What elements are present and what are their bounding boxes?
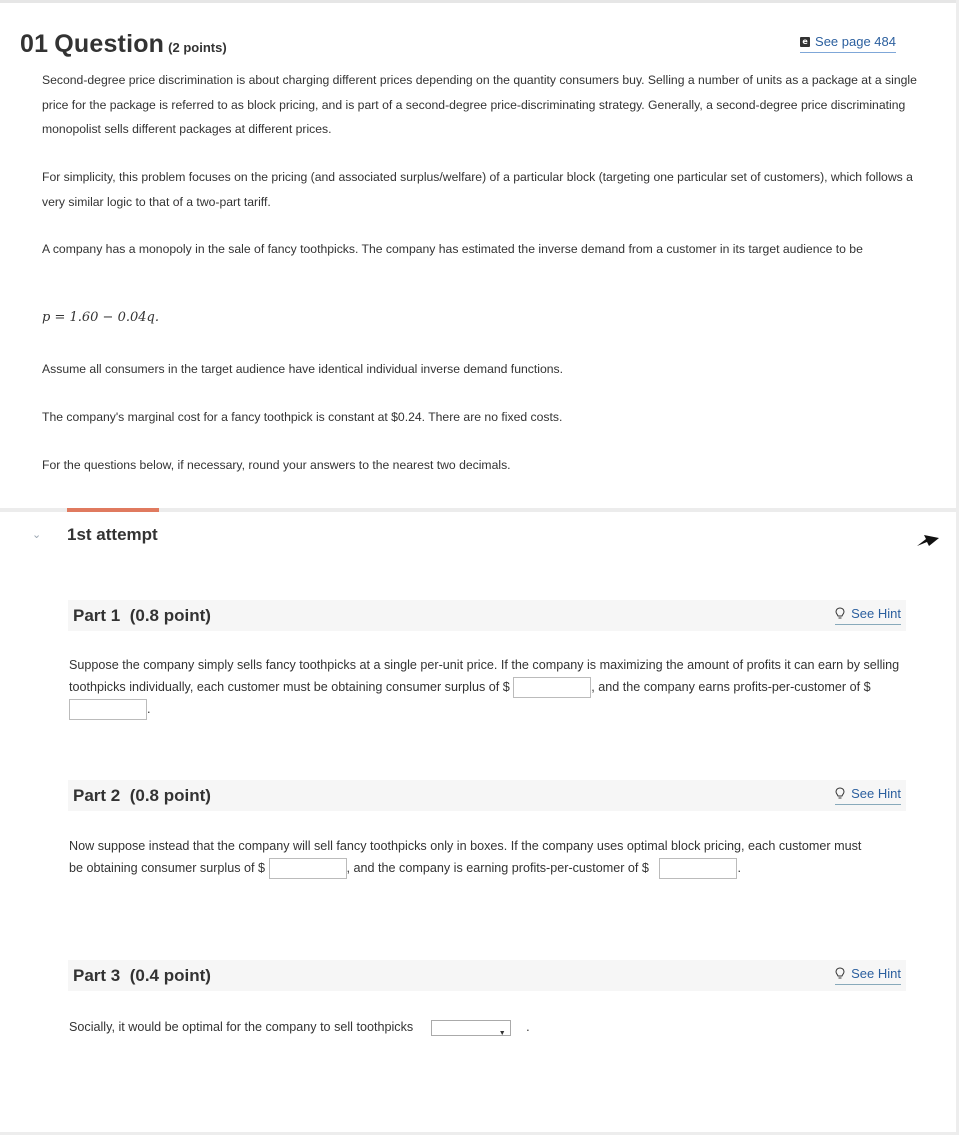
attempt-label[interactable]: 1st attempt: [67, 525, 158, 544]
part-2-consumer-surplus-input[interactable]: [269, 858, 347, 879]
part-3-header: [68, 960, 906, 991]
part-3-title: Part 3 (0.4 point): [73, 966, 211, 985]
question-number: 01: [20, 30, 49, 58]
part-2-text: Now suppose instead that the company will sell fancy toothpicks only in boxes. If the company uses optimal block pricing, each customer must be obtaining consumer surplus of $ , and the company is earning profits-per-customer of $ .: [69, 835, 869, 879]
part-3-select[interactable]: [431, 1020, 511, 1036]
dropdown-arrow-icon: ▼: [498, 1029, 506, 1037]
question-title-text: Question: [54, 30, 165, 58]
question-title: [20, 30, 227, 59]
part-3-see-hint[interactable]: [835, 966, 901, 985]
stem-paragraph-6: For the questions below, if necessary, round your answers to the nearest two decimals.: [42, 458, 511, 472]
see-page-link[interactable]: [800, 34, 896, 53]
lightbulb-icon: [835, 967, 845, 980]
question-points: (2 points): [168, 40, 227, 55]
part-1-see-hint[interactable]: [835, 606, 901, 625]
stem-paragraph-3: A company has a monopoly in the sale of fancy toothpicks. The company has estimated the inverse demand from a customer in its target audience to be: [42, 242, 863, 256]
part-1-consumer-surplus-input[interactable]: [513, 677, 591, 698]
lightbulb-icon: [835, 787, 845, 800]
part-2-profit-input[interactable]: [659, 858, 737, 879]
see-page-label: See page 484: [815, 34, 896, 49]
demand-formula: p = 1.60 − 0.04q.: [42, 310, 159, 325]
part-2-hint-label: See Hint: [851, 786, 901, 801]
part-1-hint-label: See Hint: [851, 606, 901, 621]
part-3-text: Socially, it would be optimal for the company to sell toothpicks ▼ .: [69, 1016, 907, 1038]
lightbulb-icon: [835, 607, 845, 620]
top-border: [0, 0, 959, 3]
stem-paragraph-2: For simplicity, this problem focuses on the pricing (and associated surplus/welfare) of a particular block (targeting one particular set of customers), which follows a very similar logic to that of a two-part tariff.: [42, 170, 913, 209]
part-3-hint-label: See Hint: [851, 966, 901, 981]
ebook-icon: e: [800, 37, 810, 47]
pin-icon[interactable]: [915, 527, 941, 549]
stem-paragraph-5: The company's marginal cost for a fancy toothpick is constant at $0.24. There are no fixed costs.: [42, 410, 563, 424]
chevron-down-icon[interactable]: ⌄: [32, 529, 42, 541]
part-2-header: [68, 780, 906, 811]
part-1-text: Suppose the company simply sells fancy toothpicks at a single per-unit price. If the company is maximizing the amount of profits it can earn by selling toothpicks individually, each customer must be obtaining consumer surplus of $ , and the company earns profits-per-customer of $ .: [69, 654, 907, 720]
part-1-title: Part 1 (0.8 point): [73, 606, 211, 625]
attempt-tab-indicator: [67, 508, 159, 512]
part-1-profit-input[interactable]: [69, 699, 147, 720]
stem-paragraph-1: Second-degree price discrimination is about charging different prices depending on the quantity consumers buy. Selling a number of units as a package at a single price for the package is referred to as block pricing, and is part of a second-degree price-discriminating strategy. Generally, a second-degree price discriminating monopolist sells different packages at different prices.: [42, 73, 917, 136]
stem-paragraph-4: Assume all consumers in the target audience have identical individual inverse demand functions.: [42, 362, 563, 376]
part-2-title: Part 2 (0.8 point): [73, 786, 211, 805]
part-2-see-hint[interactable]: [835, 786, 901, 805]
part-1-header: [68, 600, 906, 631]
